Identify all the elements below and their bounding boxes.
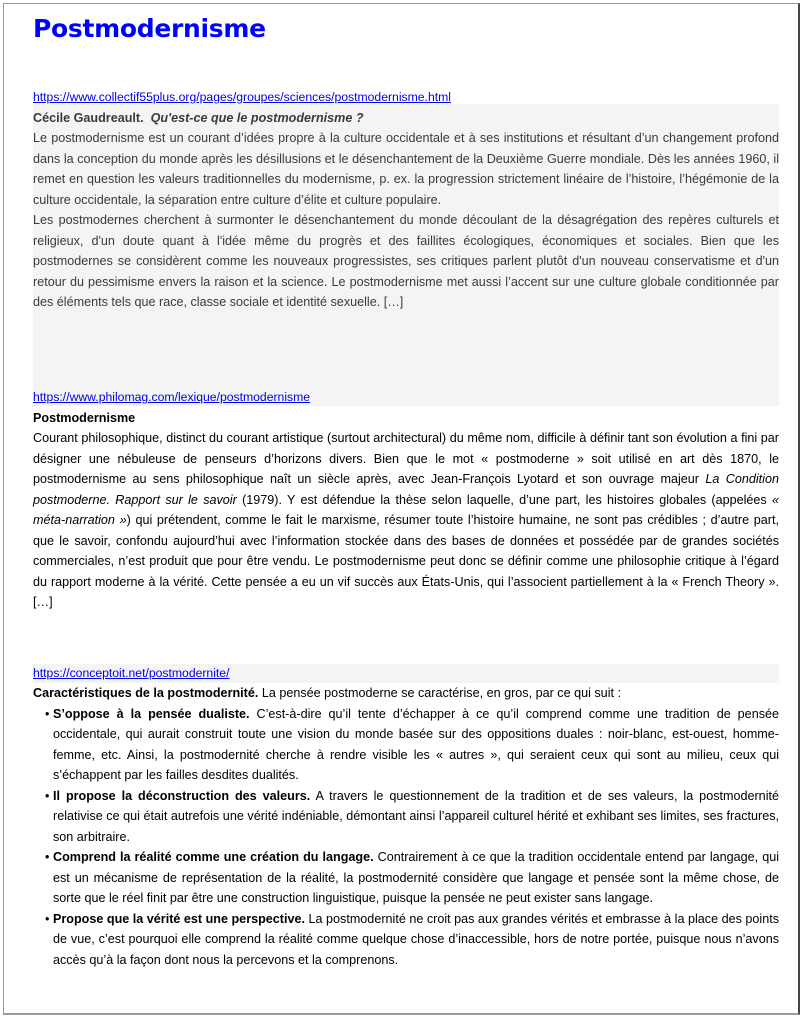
section-collectif55plus [33, 87, 779, 313]
paragraph-text: (1979). Y est défendue la thèse selon laquelle, d’une part, les histoires globales (appelées [236, 492, 772, 507]
characteristics-list [33, 704, 779, 971]
paragraph-text: ) qui prétendent, comme le fait le marxisme, résumer toute l’histoire humaine, ne sont pas crédibles ; d’autre part, que le savoir, confondu aujourd’hui avec l’information stockée dans des bases de données et possédée par de grandes sociétés commerciales, n’est produit que pour être vendu. Le postmodernisme peut donc se définir comme une philosophie critique à l’égard du rapport moderne à la vérité. Cette pensée a eu un vif succès aux États-Unis, qui l’associent partiellement à la « French Theory ». […] [33, 513, 779, 609]
list-item [45, 847, 779, 909]
source-link-philomag[interactable]: https://www.philomag.com/lexique/postmodernisme [33, 390, 311, 404]
intro-bold: Caractéristiques de la postmodernité. [33, 686, 259, 700]
list-item-text: A travers le questionnement de la tradition et de ses valeurs, la postmodernité relativise ce qui était autrefois une vérité indéniable, démontant ainsi l’appareil culturel hérité et exhibant ses limites, ses fractures, son arbitraire. [53, 788, 779, 844]
section-intro [33, 683, 779, 704]
source-link-wrapper [33, 664, 779, 683]
section-heading [33, 108, 779, 129]
list-item [45, 909, 779, 971]
bullet-icon: • [45, 911, 50, 926]
source-link-conceptoit[interactable]: https://conceptoit.net/postmodernite/ [33, 666, 230, 680]
page-title: Postmodernisme [33, 14, 266, 43]
list-item [45, 786, 779, 848]
list-item-text: La postmodernité ne croit pas aux grandes vérités et embrasse à la place des points de vue, c’est pourquoi elle comprend la réalité comme quelque chose d’inaccessible, hors de notre portée, puisque nous n’avons accès qu’à la façon dont nous la percevons et la comprenons. [53, 911, 779, 967]
source-link-collectif55plus[interactable]: https://www.collectif55plus.org/pages/groupes/sciences/postmodernisme.html [33, 90, 451, 104]
section-philomag [33, 387, 779, 613]
list-item-bold: Comprend la réalité comme une création du langage. [53, 850, 374, 864]
section-heading [33, 408, 779, 429]
intro-text: La pensée postmoderne se caractérise, en gros, par ce qui suit : [258, 686, 621, 700]
book-title: La Condition postmoderne. Rapport sur le savoir [33, 472, 779, 507]
list-item-text: Contrairement à ce que la tradition occidentale entend par langage, qui est un mécanisme de représentation de la réalité, la postmodernité considère que langage et pensée sont la même chose, de sorte que le réel finit par être une construction linguistique, puisque la pensée ne peut exister sans langage. [53, 850, 779, 905]
author-name: Cécile Gaudreault. [33, 110, 144, 125]
bullet-icon: • [45, 850, 50, 864]
list-item [45, 704, 779, 786]
list-item-bold: Il propose la déconstruction des valeurs. [53, 788, 311, 803]
list-item-bold: Propose que la vérité est une perspective. [53, 911, 305, 926]
bullet-icon: • [45, 706, 50, 721]
italic-term: « méta-narration » [33, 492, 779, 527]
list-item-text: C’est-à-dire qu’il tente d’échapper à ce qu’il comprend comme une tradition de pensée occidentale, qui aurait construit toute une vision du monde basée sur des oppositions duales : noir-blanc, est-ouest, homme-femme, etc. Ainsi, la postmodernité cherche à rendre visible les « autres », qui seraient ceux qui sont au milieu, ceux qui s’échappent par les failles desdites dualités. [53, 706, 780, 782]
bullet-icon: • [45, 788, 50, 803]
list-item-bold: S’oppose à la pensée dualiste. [53, 706, 250, 721]
article-title: Qu'est-ce que le postmodernisme ? [150, 110, 364, 125]
document-frame [3, 3, 800, 1015]
paragraph: Les postmodernes cherchent à surmonter le désenchantement du monde découlant de la désagrégation des repères culturels et religieux, d'un doute quant à l'idée même du progrès et des faillites écologiques, économiques et sociales. Bien que les postmodernes se considèrent comme les nouveaux progressistes, ses critiques parlent plutôt d'un nouveau conservatisme et d'un retour du pessimisme envers la raison et la science. Le postmodernisme met aussi l’accent sur une culture globale conditionnée par des éléments tels que race, classe sociale et identité sexuelle. […] [33, 213, 779, 309]
section-conceptoit [33, 664, 779, 970]
paragraph-text: Courant philosophique, distinct du courant artistique (surtout architectural) du même nom, difficile à définir tant son évolution a fini par désigner une nébuleuse de penseurs d’horizons divers. Bien que le mot « postmoderne » soit utilisé en art dès 1870, le postmodernisme au sens philosophique naît un siècle après, avec Jean-François Lyotard et son ouvrage majeur [33, 431, 779, 486]
source-link-wrapper [33, 87, 779, 108]
section-heading-text: Postmodernisme [33, 410, 136, 425]
paragraph [33, 428, 779, 613]
source-link-wrapper [33, 387, 779, 408]
paragraph: Le postmodernisme est un courant d’idées propre à la culture occidentale et à ses institutions et résultant d’un changement profond dans la conception du monde après les désillusions et le désenchantement de la Deuxième Guerre mondiale. Dès les années 1960, il remet en question les valeurs traditionnelles du modernisme, p. ex. la progression strictement linéaire de l’histoire, l’hégémonie de la culture occidentale, la séparation entre culture d’élite et culture populaire. [33, 131, 779, 207]
